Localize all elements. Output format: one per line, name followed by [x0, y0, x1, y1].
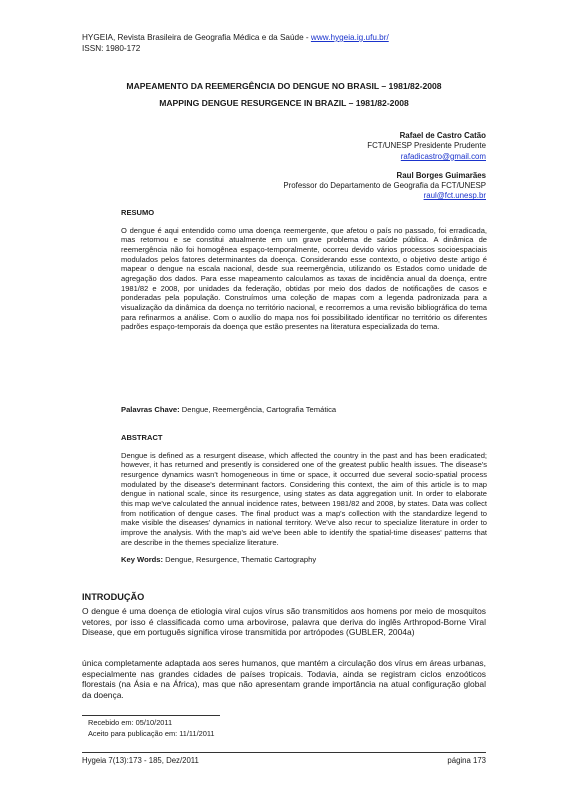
abstract-heading: ABSTRACT [121, 433, 163, 442]
resumo-heading: RESUMO [121, 208, 155, 217]
abstract-keywords [121, 555, 487, 565]
intro-text: O dengue é uma doença de etiologia viral cujos vírus são transmitidos aos homens por meio de mosquitos vetores, por isso é classificada como uma arbovirose, palavra que deriva do inglês Arthropod-Borne Viral Disease, que em português significa virose transmitida por artrópodes (GUBLER, 2004a) [82, 606, 486, 638]
author-block [283, 131, 486, 202]
citation: Hygeia 7(13):173 - 185, Dez/2011 [82, 756, 199, 765]
keywords-text: Dengue, Reemergência, Cartografia Temática [179, 405, 337, 414]
article-titles [82, 78, 486, 112]
title-english: MAPPING DENGUE RESURGENCE IN BRAZIL – 1981/82-2008 [159, 98, 409, 108]
accepted-date: Aceito para publicação em: 11/11/2011 [88, 728, 215, 738]
footer-divider [82, 752, 486, 753]
keywords-label: Palavras Chave: [121, 405, 180, 414]
resumo-keywords [121, 405, 487, 415]
author-email-link[interactable]: rafadicastro@gmail.com [400, 151, 486, 161]
journal-link[interactable]: www.hygeia.ig.ufu.br/ [310, 33, 389, 42]
footnote-divider [82, 715, 220, 716]
intro-paragraph-2 [82, 658, 486, 701]
resumo-text: O dengue é aqui entendido como uma doença reemergente, que afetou o país no passado, foi erradicada, mas retornou e se constitui atualmente em um grave problema de saúde pública. A dinâmica de reemergência não foi homogênea espaço-temporalmente, ocorreu devido vários processos socioespaciais modulados pelos fatores determinantes da doença. Considerando esse contexto, o objetivo deste artigo é mapear o dengue na escala nacional, desde sua reemergência, utilizando os Estados como unidade de agregação dos dados. Para esse mapeamento calculamos as taxas de incidência anual da doença, entre 1981/82 e 2008, por unidades da federação, obtidas por meio dos dados de notificações de casos e ponderadas pela população. Construímos uma coleção de mapas com a legenda padronizada para a visualização da dinâmica da doença no território nacional, e recorremos a uma revisão bibliográfica do tema para refinarmos a análise. Com o auxílio do mapa nos foi possibilitado identificar no território os diferentes padrões espaço-temporais da doença que estão presentes na literatura especializada do tema. [121, 225, 487, 332]
author-name: Rafael de Castro Catão [399, 131, 486, 140]
intro-paragraph-1 [82, 606, 486, 638]
received-date: Recebido em: 05/10/2011 [88, 718, 173, 727]
keywords-text: Dengue, Resurgence, Thematic Cartography [163, 555, 317, 564]
issn: ISSN: 1980-172 [82, 43, 141, 53]
intro-heading: INTRODUÇÃO [82, 592, 145, 602]
intro-text: única completamente adaptada aos seres humanos, que mantém a circulação dos vírus em áreas urbanas, especialmente nas grandes cidades de países tropicais. Todavia, ainda se registram ciclos enzoóticos florestais (na Ásia e na África), mas que não apresentam grande importância na atual configuração global da doença. [82, 658, 486, 701]
journal-name: HYGEIA, Revista Brasileira de Geografia Médica e da Saúde - [82, 33, 311, 42]
journal-header [82, 33, 389, 54]
author-email-link[interactable]: raul@fct.unesp.br [423, 191, 486, 201]
resumo-section [121, 208, 487, 332]
author-name: Raul Borges Guimarães [396, 170, 486, 180]
page-number: página 173 [447, 756, 486, 765]
author-affiliation: Professor do Departamento de Geografia da FCT/UNESP [283, 181, 486, 191]
author-affiliation: FCT/UNESP Presidente Prudente [367, 141, 486, 151]
abstract-section [121, 433, 487, 547]
keywords-label: Key Words: [121, 555, 164, 564]
abstract-text: Dengue is defined as a resurgent disease, which affected the country in the past and has been eradicated; however, it has returned and presently is considered one of the greatest public health issues. The disease's resurgence dynamics wasn't homogeneous in time or space, it occurred due several socio-spatial process modulated by the disease's determinant factors. Considering this context, the aim of this article is to map dengue in national scale, since its resurgence, using states as data aggregation unit. In order to elaborate this map we've calculated the annual incidence rates, between 1981/82 and 2008, by states. Data was collect from notification of dengue cases. The final product was a map's collection with the standardize legend to make visible the diseases' dynamics in national territory. We've also recur to specialize literature in order to improve the analysis. With the map's aid we've been able to identify the spatial-time diseases' patterns that are describe in the themes specialize literature. [121, 450, 487, 547]
title-portuguese: MAPEAMENTO DA REEMERGÊNCIA DO DENGUE NO BRASIL – 1981/82-2008 [126, 81, 442, 91]
dates-note [88, 718, 215, 739]
page-footer [82, 756, 486, 765]
